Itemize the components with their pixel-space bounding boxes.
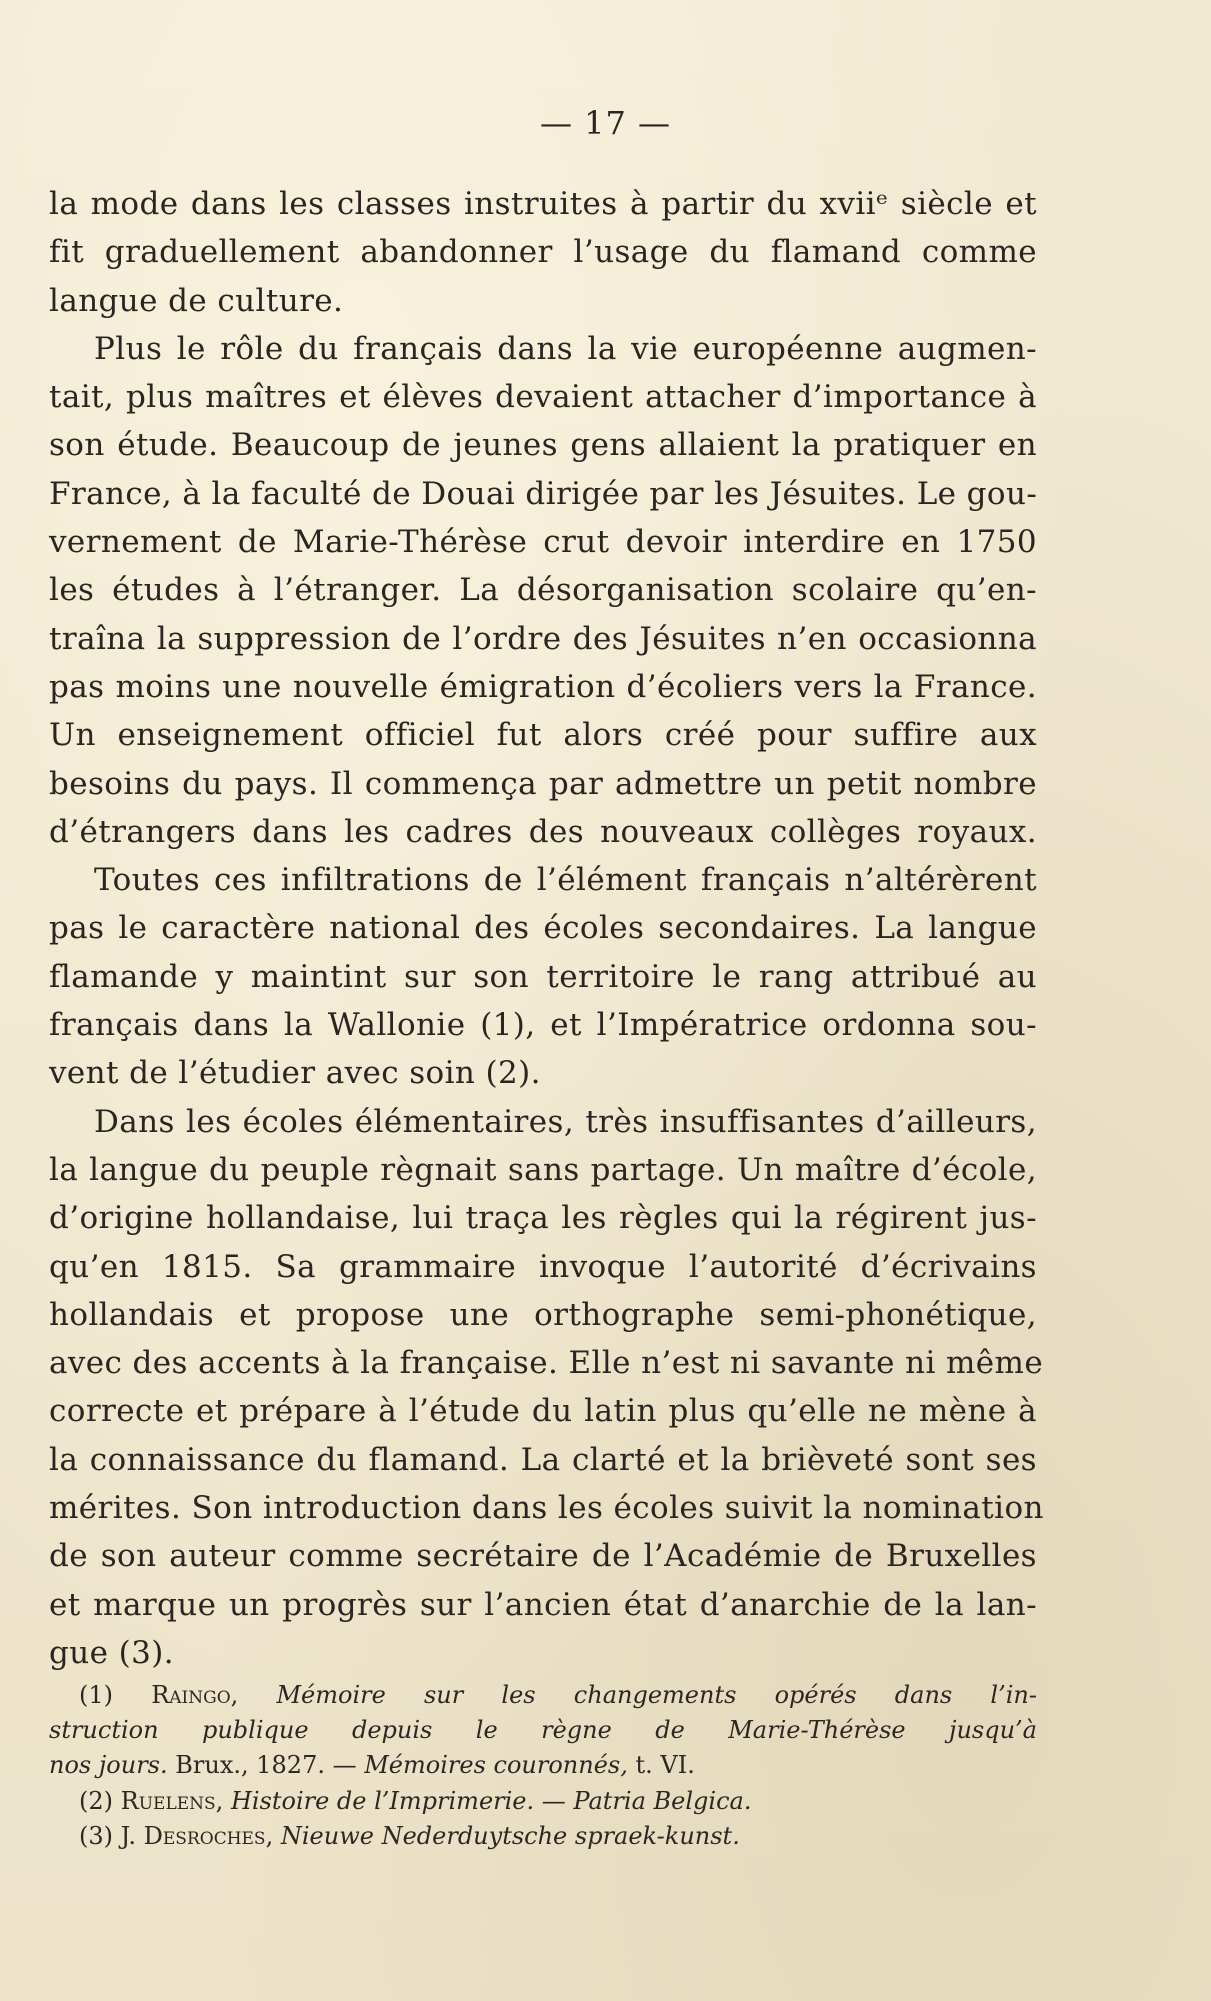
footnotes xyxy=(49,1678,1037,1854)
footnote-author: J. Desroches, xyxy=(120,1821,274,1850)
text-line: français dans la Wallonie (1), et l’Impératrice ordonna sou- xyxy=(49,1007,1037,1044)
text-line: mérites. Son introduction dans les écoles suivit la nomination xyxy=(49,1490,1044,1527)
footnote-number: (3) xyxy=(79,1821,113,1850)
footnote-2 xyxy=(49,1784,1037,1819)
main-text xyxy=(49,180,1044,1677)
text-line: flamande y maintint sur son territoire le rang attribué au xyxy=(49,958,1037,995)
footnote-1-line-2 xyxy=(49,1713,1037,1748)
footnote-title: struction publique depuis le règne de Marie-Thérèse jusqu’à xyxy=(49,1716,1037,1745)
text-line: besoins du pays. Il commença par admettre un petit nombre xyxy=(49,765,1037,802)
text-line: correcte et prépare à l’étude du latin plus qu’elle ne mène à xyxy=(49,1393,1037,1430)
footnote-title: Patria Belgica. xyxy=(573,1786,752,1815)
paragraph-4 xyxy=(49,1098,1044,1678)
text-line: Toutes ces infiltrations de l’élément français n’altérèrent xyxy=(94,862,1037,899)
footnote-title: Histoire de l’Imprimerie. xyxy=(230,1786,535,1815)
text-line: de son auteur comme secrétaire de l’Académie de Bruxelles xyxy=(49,1538,1037,1575)
text-line: France, à la faculté de Douai dirigée par les Jésuites. Le gou- xyxy=(49,475,1038,512)
paragraph-3 xyxy=(49,856,1037,1097)
footnote-title: Nieuwe Nederduytsche spraek-kunst. xyxy=(280,1821,740,1850)
text-line: Un enseignement officiel fut alors créé pour suffire aux xyxy=(49,717,1037,754)
text-line: son étude. Beaucoup de jeunes gens allaient la pratiquer en xyxy=(49,427,1037,464)
footnote-1-line-1 xyxy=(49,1678,1037,1713)
text-line: Dans les écoles élémentaires, très insuffisantes d’ailleurs, xyxy=(94,1103,1037,1140)
text-line: hollandais et propose une orthographe semi-phonétique, xyxy=(49,1296,1037,1333)
text-line: vernement de Marie-Thérèse crut devoir interdire en 1750 xyxy=(49,524,1037,561)
footnote-title: Mémoires couronnés, xyxy=(364,1751,628,1780)
text-line: gue (3). xyxy=(49,1634,174,1671)
text-line: les études à l’étranger. La désorganisation scolaire qu’en- xyxy=(49,572,1037,609)
footnote-title: Mémoire sur les changements opérés dans l’in- xyxy=(276,1681,1037,1709)
paragraph-1 xyxy=(49,180,1037,325)
text-line: la langue du peuple règnait sans partage. Un maître d’école, xyxy=(49,1151,1037,1188)
paragraph-2 xyxy=(49,325,1037,856)
footnote-author: Ruelens, xyxy=(120,1786,224,1815)
text-line: tait, plus maîtres et élèves devaient attacher d’importance à xyxy=(49,379,1037,416)
footnote-volume: t. VI. xyxy=(635,1751,695,1780)
text-line: vent de l’étudier avec soin (2). xyxy=(49,1055,541,1092)
text-line: langue de culture. xyxy=(49,282,344,319)
text-line: d’étrangers dans les cadres des nouveaux collèges royaux. xyxy=(49,813,1037,850)
text-line: d’origine hollandaise, lui traça les règles qui la régirent jus- xyxy=(49,1200,1037,1237)
text-line: la mode dans les classes instruites à partir du xviiᵉ siècle et xyxy=(49,186,1037,222)
footnote-author: Raingo, xyxy=(151,1681,239,1709)
footnote-number: (1) xyxy=(79,1681,113,1709)
text-line: et marque un progrès sur l’ancien état d’anarchie de la lan- xyxy=(49,1586,1037,1623)
text-line: fit graduellement abandonner l’usage du flamand comme xyxy=(49,234,1037,271)
footnote-separator: — xyxy=(541,1786,566,1815)
text-line: Plus le rôle du français dans la vie européenne augmen- xyxy=(94,330,1037,367)
text-line: traîna la suppression de l’ordre des Jésuites n’en occasionna xyxy=(49,620,1037,657)
text-line: qu’en 1815. Sa grammaire invoque l’autorité d’écrivains xyxy=(49,1248,1037,1285)
footnote-number: (2) xyxy=(79,1786,113,1815)
footnote-3 xyxy=(49,1819,1037,1854)
text-line: avec des accents à la française. Elle n’est ni savante ni même xyxy=(49,1345,1044,1382)
footnote-title: nos jours. xyxy=(49,1751,168,1780)
footnote-1-line-3 xyxy=(49,1748,1037,1783)
text-line: pas le caractère national des écoles secondaires. La langue xyxy=(49,910,1037,947)
text-line: pas moins une nouvelle émigration d’écoliers vers la France. xyxy=(49,668,1037,705)
footnote-publication: Brux., 1827. — xyxy=(175,1751,357,1780)
text-line: la connaissance du flamand. La clarté et la brièveté sont ses xyxy=(49,1441,1037,1478)
page-number: — 17 — xyxy=(539,104,672,142)
